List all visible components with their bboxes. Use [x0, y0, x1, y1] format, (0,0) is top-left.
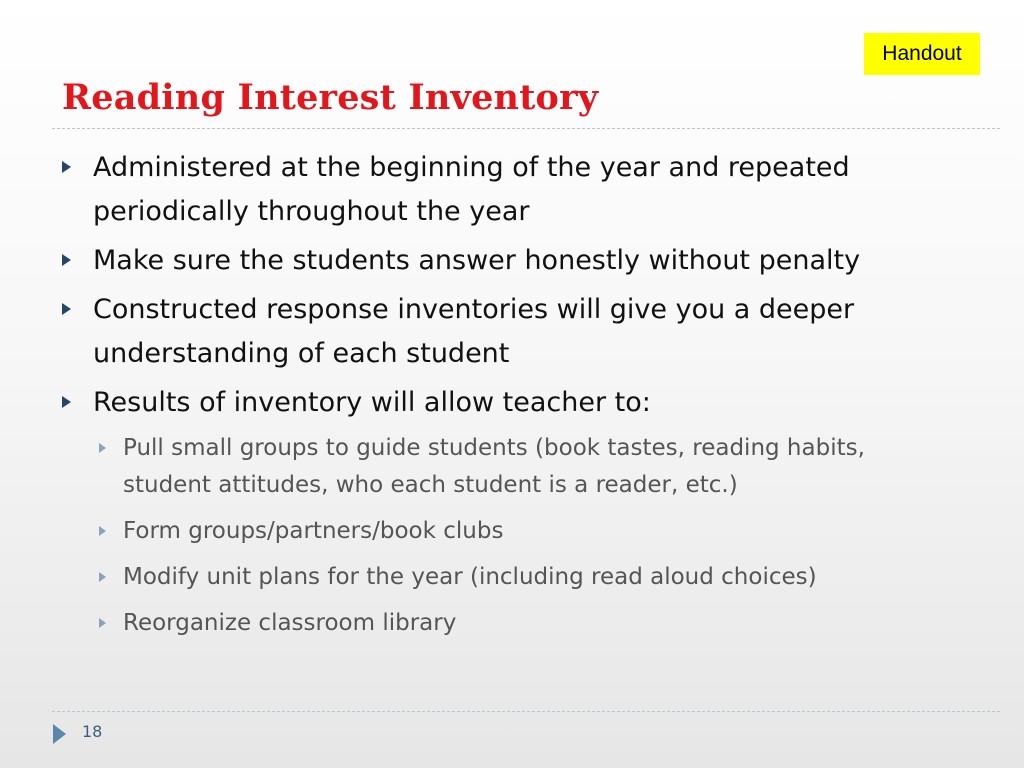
bullet-arrow-icon [62, 161, 71, 173]
sub-bullet-arrow-icon [99, 572, 106, 582]
bullet-item [60, 239, 960, 283]
sub-bullet-text: Pull small groups to guide students (book tastes, reading habits, student attitudes, who each student is a reader, etc.) [123, 435, 865, 498]
sub-bullet-item [93, 559, 960, 596]
slide-content [60, 146, 960, 651]
bullet-text: Constructed response inventories will give you a deeper understanding of each student [93, 294, 855, 369]
slide-title: Reading Interest Inventory [62, 77, 599, 118]
bullet-item [60, 288, 960, 376]
handout-badge: Handout [864, 33, 980, 75]
bullet-item [60, 146, 960, 234]
sub-bullet-text: Form groups/partners/book clubs [123, 518, 504, 544]
sub-bullet-arrow-icon [99, 618, 106, 628]
bullet-item [60, 381, 960, 425]
bullet-arrow-icon [62, 303, 71, 315]
sub-bullet-item [93, 430, 960, 504]
bullet-text: Administered at the beginning of the year and repeated periodically throughout the year [93, 152, 850, 227]
sub-bullet-arrow-icon [99, 443, 106, 453]
bullet-text: Make sure the students answer honestly without penalty [93, 245, 861, 276]
sub-bullet-text: Reorganize classroom library [123, 610, 457, 636]
footer-divider [52, 711, 1000, 712]
sub-bullet-arrow-icon [99, 526, 106, 536]
title-divider [52, 128, 1000, 129]
sub-bullet-item [93, 513, 960, 550]
bullet-text: Results of inventory will allow teacher to: [93, 387, 651, 418]
slide-number: 18 [82, 722, 103, 741]
footer-triangle-icon [53, 724, 66, 744]
sub-bullet-text: Modify unit plans for the year (including read aloud choices) [123, 564, 817, 590]
bullet-arrow-icon [62, 254, 71, 266]
bullet-arrow-icon [62, 396, 71, 408]
sub-bullet-item [93, 605, 960, 642]
